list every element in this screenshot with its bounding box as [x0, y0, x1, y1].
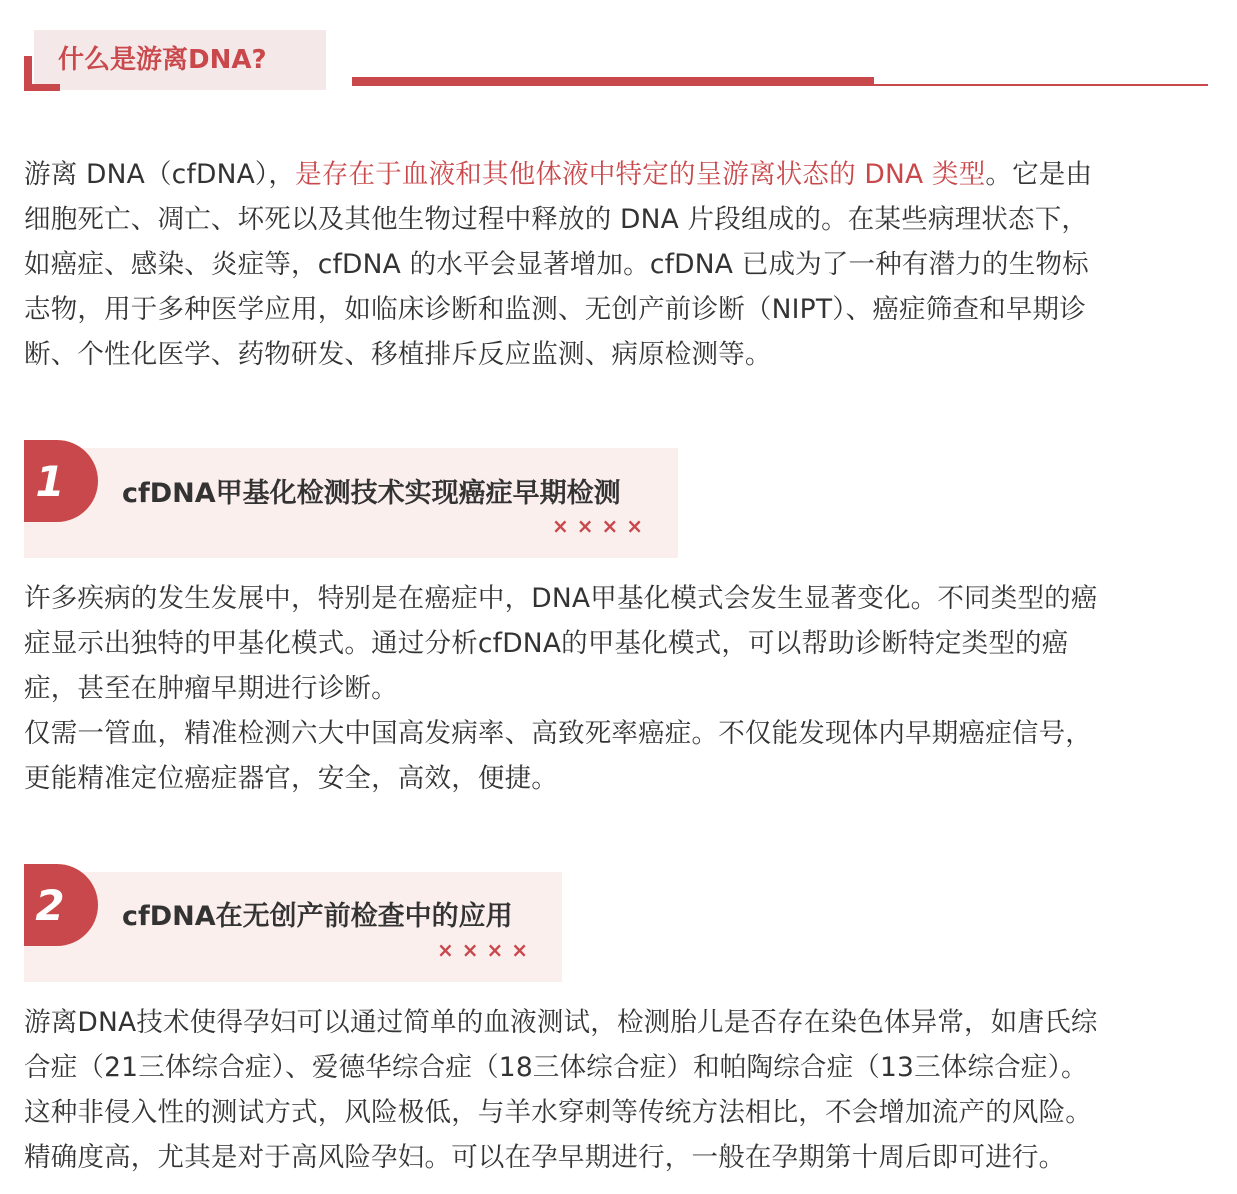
section-2-title: cfDNA在无创产前检查中的应用: [122, 901, 513, 932]
intro-line: 志物，用于多种医学应用，如临床诊断和监测、无创产前诊断（NIPT）、癌症筛查和早期诊: [24, 294, 1086, 325]
intro-text: 游离 DNA（cfDNA），: [24, 159, 296, 190]
section-2-line: 游离DNA技术使得孕妇可以通过简单的血液测试，检测胎儿是否存在染色体异常，如唐氏综: [24, 1007, 1098, 1038]
section-1-number-badge: 1: [24, 440, 98, 522]
section-1-decor-marks: ××××: [552, 514, 652, 538]
section-1-body: [24, 576, 1214, 801]
section-2-number-badge: 2: [24, 864, 98, 946]
section-2-line: 这种非侵入性的测试方式，风险极低，与羊水穿刺等传统方法相比，不会增加流产的风险。: [24, 1097, 1092, 1128]
section-2-line: 合症（21三体综合症）、爱德华综合症（18三体综合症）和帕陶综合症（13三体综合症）。: [24, 1052, 1088, 1083]
section-1-title: cfDNA甲基化检测技术实现癌症早期检测: [122, 478, 621, 509]
section-2-decor-marks: ××××: [437, 938, 537, 962]
section-1-line: 症，甚至在肿瘤早期进行诊断。: [24, 673, 398, 704]
intro-text: 。它是由: [985, 159, 1093, 190]
intro-line: 细胞死亡、凋亡、坏死以及其他生物过程中释放的 DNA 片段组成的。在某些病理状态下，: [24, 204, 1089, 235]
intro-paragraph: [24, 152, 1214, 377]
header-divider-thick: [352, 77, 874, 86]
section-1-line: 更能精准定位癌症器官，安全，高效，便捷。: [24, 763, 558, 794]
section-1-line: 许多疾病的发生发展中，特别是在癌症中，DNA甲基化模式会发生显著变化。不同类型的癌: [24, 583, 1098, 614]
section-1-line: 症显示出独特的甲基化模式。通过分析cfDNA的甲基化模式，可以帮助诊断特定类型的癌: [24, 628, 1069, 659]
intro-line: [24, 152, 1214, 197]
section-2-line: 精确度高，尤其是对于高风险孕妇。可以在孕早期进行，一般在孕期第十周后即可进行。: [24, 1142, 1066, 1173]
section-2-body: [24, 1000, 1214, 1180]
intro-line: 如癌症、感染、炎症等，cfDNA 的水平会显著增加。cfDNA 已成为了一种有潜力的生物标: [24, 249, 1089, 280]
header-divider-thin: [874, 84, 1208, 86]
page-title: 什么是游离DNA?: [58, 45, 267, 75]
intro-highlight: 是存在于血液和其他体液中特定的呈游离状态的 DNA 类型: [295, 159, 986, 190]
intro-line: 断、个性化医学、药物研发、移植排斥反应监测、病原检测等。: [24, 339, 772, 370]
header-corner-accent-bottom: [24, 84, 60, 91]
section-1-line: 仅需一管血，精准检测六大中国高发病率、高致死率癌症。不仅能发现体内早期癌症信号，: [24, 718, 1092, 749]
